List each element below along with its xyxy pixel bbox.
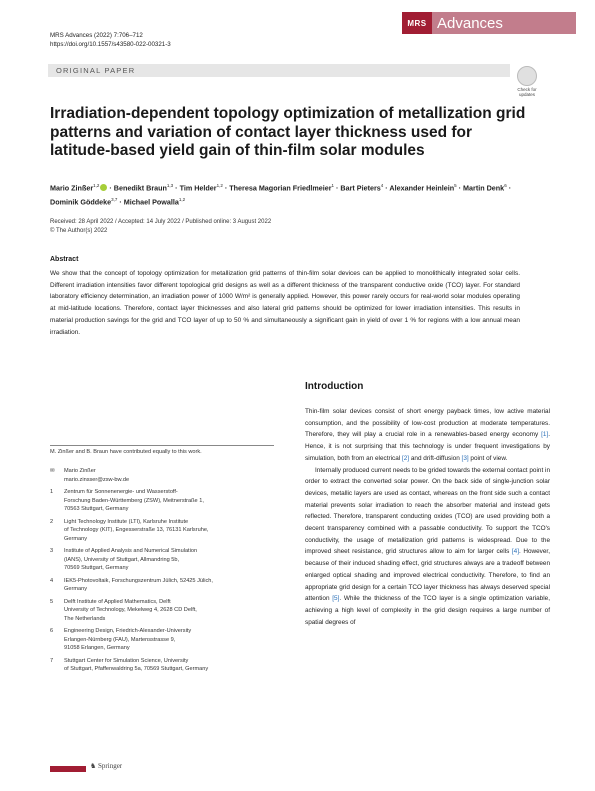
springer-horse-icon: ♞ — [90, 762, 97, 770]
email-link[interactable]: mario.zinsser@zsw-bw.de — [64, 476, 130, 483]
publication-dates — [50, 218, 520, 235]
affiliation-number: 1 — [50, 489, 54, 495]
author-affiliation-marker: 6 — [504, 183, 507, 188]
affiliation-item — [50, 488, 290, 514]
author-name[interactable]: Bart Pieters — [340, 183, 381, 193]
affiliation-text: Engineering Design, Friedrich-Alexander-University Erlangen-Nürnberg (FAU), Martensstrasse 9, 91058 Erlangen, Germany — [64, 628, 192, 651]
envelope-icon: ✉ — [50, 468, 55, 474]
logo-mrs: MRS — [402, 12, 432, 34]
introduction-heading: Introduction — [305, 381, 364, 392]
publisher-logo — [90, 762, 122, 770]
author-separator: · — [334, 183, 341, 193]
author-affiliation-marker: 5 — [454, 183, 457, 188]
journal-citation — [50, 31, 171, 49]
journal-logo — [402, 12, 576, 34]
affiliation-item — [50, 598, 290, 624]
crossmark-icon — [517, 66, 537, 86]
author-name[interactable]: Martin Denk — [463, 183, 505, 193]
affiliation-number: 3 — [50, 548, 54, 554]
affiliation-number: 4 — [50, 577, 54, 584]
received-accepted-published: Received: 28 April 2022 / Accepted: 14 July 2022 / Published online: 3 August 2022 — [50, 219, 272, 225]
text-run: and drift-diffusion — [409, 454, 462, 462]
reference-link[interactable]: [2] — [401, 454, 410, 462]
author-name[interactable]: Benedikt Braun — [113, 183, 167, 193]
affiliation-text: Light Technology Institute (LTI), Karlsruhe Institute of Technology (KIT), Engesserstraße 13, 76131 Karlsruhe, Germany — [64, 518, 209, 542]
reference-link[interactable]: [5] — [332, 595, 340, 603]
abstract-body: We show that the concept of topology optimization for metallization grid patterns of thin-film solar devices can be applied to monolithically integrated solar cells. Different irradiation intensities favor different topological grid designs as well as a different thickness of the transparent conductive oxide (TCO) layer. For standard laboratory efficiency determination, an irradiation power of 1000 W/m² is generally applied. However, this power rarely occurs for real-world solar modules operating at mid-latitude locations. Therefore, contact layer thicknesses and also lateral grid patterns should be optimized for lower irradiation intensities. This results in material production savings for the grid and TCO layer of up to 50 % and simultaneously a significant gain in yield of over 1 % for regions with a low annual mean irradiation. — [50, 270, 520, 336]
affiliation-text: Institute of Applied Analysis and Numerical Simulation (IANS), University of Stuttgart, Allmandring 5b, 70569 Stuttgart, Germany — [64, 548, 198, 571]
affiliation-item — [50, 518, 290, 544]
affiliation-number: 5 — [50, 598, 54, 605]
text-run: . While the thickness of the TCO layer is a single optimization variable, achieving a high level of complexity in the grid design requires a large number of spatial degrees of — [305, 595, 550, 626]
footer-accent-bar — [50, 766, 86, 772]
affiliation-text: IEK5-Photovoltaik, Forschungszentrum Jülich, 52425 Jülich, Germany — [64, 577, 213, 592]
author-affiliation-marker: 1,3 — [166, 183, 174, 188]
affiliation-number: 6 — [50, 628, 54, 634]
affiliation-number: 2 — [50, 518, 54, 525]
introduction-body — [305, 406, 550, 628]
author-separator: · — [117, 197, 124, 207]
text-run: . Hence, it is not surprising that this technology is under frequent investigations by simulation, both from an electrical — [305, 431, 550, 462]
affiliation-item — [50, 657, 290, 674]
article-title: Irradiation-dependent topology optimization of metallization grid patterns and variation of contact layer thickness used for latitude-based yield gain of thin-film solar modules — [50, 105, 526, 159]
author-name[interactable]: Alexander Heinlein — [389, 183, 455, 193]
reference-link[interactable]: [3] — [461, 454, 469, 462]
text-run: Internally produced current needs to be grided towards the external contact point in order to extract the converted solar power. On the back side of single-junction solar devices, metallic layers are used as contact, whereas on the front side such a contact material prevents solar irradiation to reach the absorber material and instead gets reflected. Therefore, transparent conducting oxides (TCO) are used providing both a decent transparency combined with a passable conductivity. To support the TCO's conductivity, the usage of metallization grid patterns is widespread. Due to the improved sheet resistance, grid structures allow to aim for larger cells — [305, 466, 550, 556]
intro-paragraph-2 — [305, 465, 550, 629]
author-separator: · — [222, 183, 230, 193]
intro-paragraph-1 — [305, 406, 550, 465]
author-separator: · — [456, 183, 464, 193]
author-separator: · — [107, 183, 114, 193]
text-run: Thin-film solar devices consist of short energy payback times, low active material consumption, and the possibility of low-cost production at moderate temperatures. Therefore, they will play a crucial role in a renewables-based energy economy — [305, 408, 550, 439]
author-name[interactable]: Dominik Göddeke — [50, 197, 112, 207]
author-name[interactable]: Michael Powalla — [123, 197, 179, 207]
author-separator: · — [383, 183, 390, 193]
text-run: . However, because of their induced shading effect, grid structures always are a tradeoff between enlarged optical shading and improved electrical conductivity. Therefore, to find an appropriate grid design for a certain TCO layer thickness has always deserved special attention — [305, 548, 550, 603]
correspondence — [50, 467, 290, 484]
affiliation-item — [50, 577, 290, 594]
equal-contribution-note: M. Zinßer and B. Braun have contributed equally to this work. — [50, 449, 202, 455]
affiliation-item — [50, 547, 290, 573]
reference-link[interactable]: [1] — [541, 431, 549, 439]
affiliation-list — [50, 488, 290, 674]
logo-advances: Advances — [432, 12, 576, 34]
article-type-band — [48, 64, 510, 77]
author-affiliation-marker: 4 — [380, 183, 384, 188]
check-for-updates-badge[interactable] — [514, 66, 540, 96]
author-name[interactable]: Tim Helder — [179, 183, 217, 193]
author-separator: · — [506, 183, 512, 193]
affiliations-block — [50, 467, 290, 678]
doi-link[interactable]: https://doi.org/10.1557/s43580-022-00321-3 — [50, 41, 171, 48]
author-affiliation-marker: 1 — [331, 183, 335, 188]
text-run: point of view. — [468, 454, 508, 462]
affiliation-text: Stuttgart Center for Simulation Science, University of Stuttgart, Pfaffenwaldring 5a, 70569 Stuttgart, Germany — [64, 657, 209, 672]
author-affiliation-marker: 3,7 — [111, 197, 118, 203]
author-name[interactable]: Mario Zinßer — [50, 183, 94, 193]
publisher-name: Springer — [98, 762, 123, 770]
copyright: © The Author(s) 2022 — [50, 227, 108, 234]
check-updates-label: Check for updates — [517, 87, 537, 97]
footnote-divider — [50, 445, 274, 446]
affiliation-number: 7 — [50, 657, 54, 664]
author-list — [50, 180, 520, 209]
correspondence-details — [64, 467, 129, 484]
author-name[interactable]: Theresa Magorian Friedlmeier — [229, 183, 332, 193]
affiliation-item — [50, 627, 290, 653]
affiliation-text: Delft Institute of Applied Mathematics, Delft University of Technology, Mekelweg 4, 2628 CD Delft, The Netherlands — [64, 598, 197, 622]
corresponding-author: Mario Zinßer — [64, 468, 96, 474]
journal-line: MRS Advances (2022) 7:706–712 — [50, 32, 143, 39]
affiliation-text: Zentrum für Sonnenenergie- und Wasserstoff- Forschung Baden-Württemberg (ZSW), Meitnerstraße 1, 70563 Stuttgart, Germany — [64, 489, 204, 512]
article-type-label: ORIGINAL PAPER — [56, 66, 136, 75]
author-affiliation-marker: 1,2 — [178, 197, 186, 203]
author-separator: · — [173, 183, 180, 193]
abstract-heading: Abstract — [50, 256, 79, 263]
author-affiliation-marker: 1,2 — [216, 183, 223, 188]
author-affiliation-marker: 1,2 — [93, 183, 100, 188]
reference-link[interactable]: [4] — [511, 548, 519, 556]
